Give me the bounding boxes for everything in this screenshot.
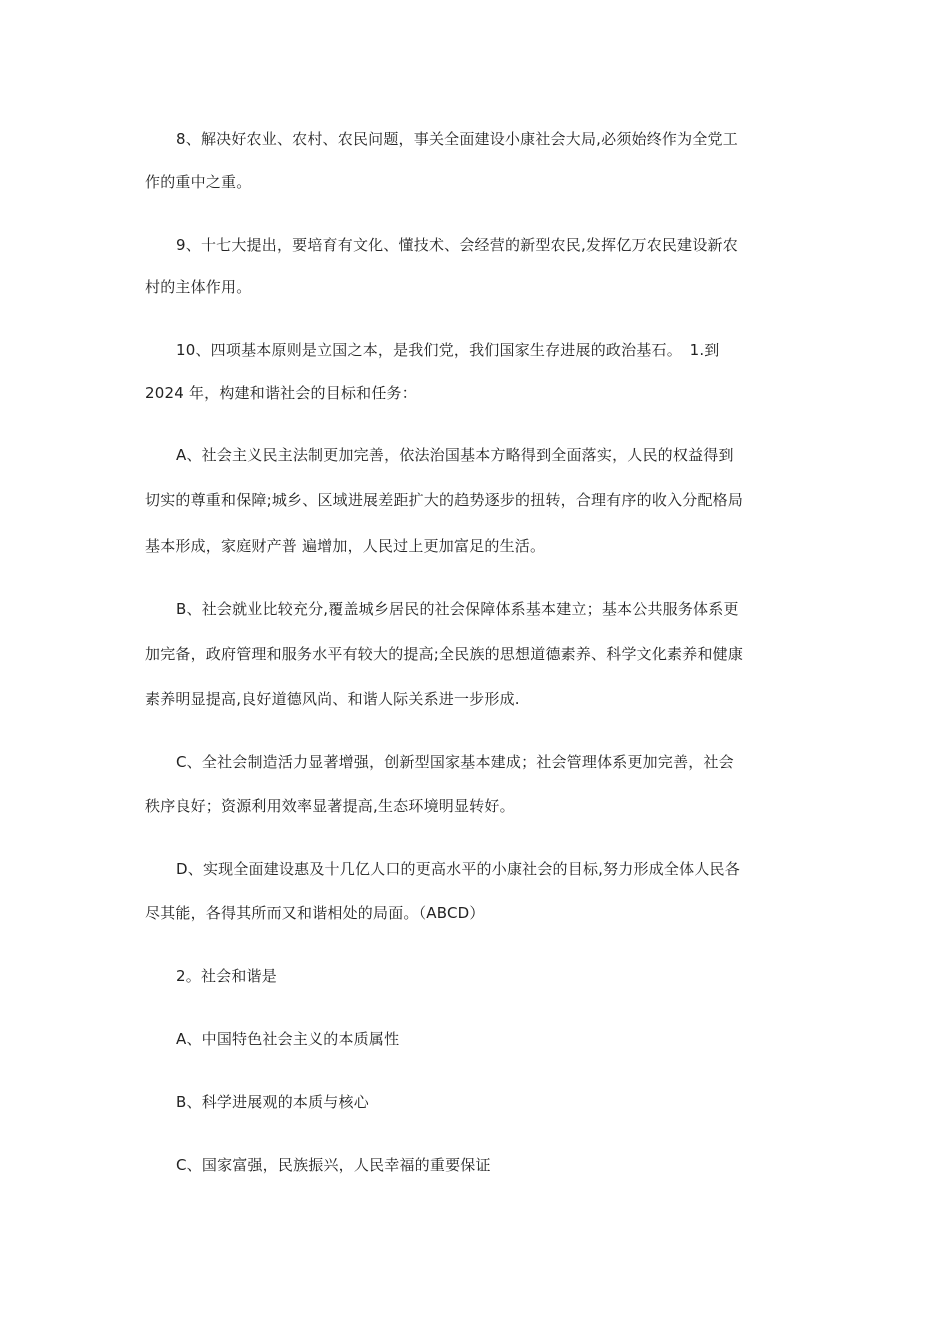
option-a-line-2: 切实的尊重和保障;城乡、区域进展差距扩大的趋势逐步的扭转，合理有序的收入分配格局 [145, 491, 744, 509]
option-c-line-1: C、全社会制造活力显著增强，创新型国家基本建成；社会管理体系更加完善，社会 [176, 753, 734, 771]
option-d-line-1: D、实现全面建设惠及十几亿人口的更高水平的小康社会的目标,努力形成全体人民各 [176, 860, 740, 878]
question-2: 2。社会和谐是 [176, 967, 277, 985]
question-2-option-a: A、中国特色社会主义的本质属性 [176, 1030, 400, 1048]
paragraph-8-line-2: 作的重中之重。 [145, 173, 252, 191]
paragraph-9-line-1: 9、十七大提出，要培育有文化、懂技术、会经营的新型农民,发挥亿万农民建设新农 [176, 236, 738, 254]
option-b-line-2: 加完备，政府管理和服务水平有较大的提高;全民族的思想道德素养、科学文化素养和健康 [145, 645, 744, 663]
option-b-line-3: 素养明显提高,良好道德风尚、和谐人际关系进一步形成. [145, 690, 520, 708]
option-c-line-2: 秩序良好；资源利用效率显著提高,生态环境明显转好。 [145, 797, 515, 815]
paragraph-8-line-1: 8、解决好农业、农村、农民问题，事关全面建设小康社会大局,必须始终作为全党工 [176, 130, 738, 148]
option-a-line-1: A、社会主义民主法制更加完善，依法治国基本方略得到全面落实，人民的权益得到 [176, 446, 734, 464]
paragraph-10-line-1: 10、四项基本原则是立国之本，是我们党，我们国家生存进展的政治基石。 1.到 [176, 341, 720, 359]
paragraph-9-line-2: 村的主体作用。 [145, 278, 252, 296]
paragraph-10-line-2: 2024 年，构建和谐社会的目标和任务： [145, 384, 417, 402]
question-2-option-b: B、科学进展观的本质与核心 [176, 1093, 369, 1111]
option-d-line-2: 尽其能，各得其所而又和谐相处的局面。（ABCD） [145, 904, 485, 922]
question-2-option-c: C、国家富强，民族振兴，人民幸福的重要保证 [176, 1156, 491, 1174]
option-b-line-1: B、社会就业比较充分,覆盖城乡居民的社会保障体系基本建立；基本公共服务体系更 [176, 600, 739, 618]
option-a-line-3: 基本形成，家庭财产普 遍增加，人民过上更加富足的生活。 [145, 537, 546, 555]
